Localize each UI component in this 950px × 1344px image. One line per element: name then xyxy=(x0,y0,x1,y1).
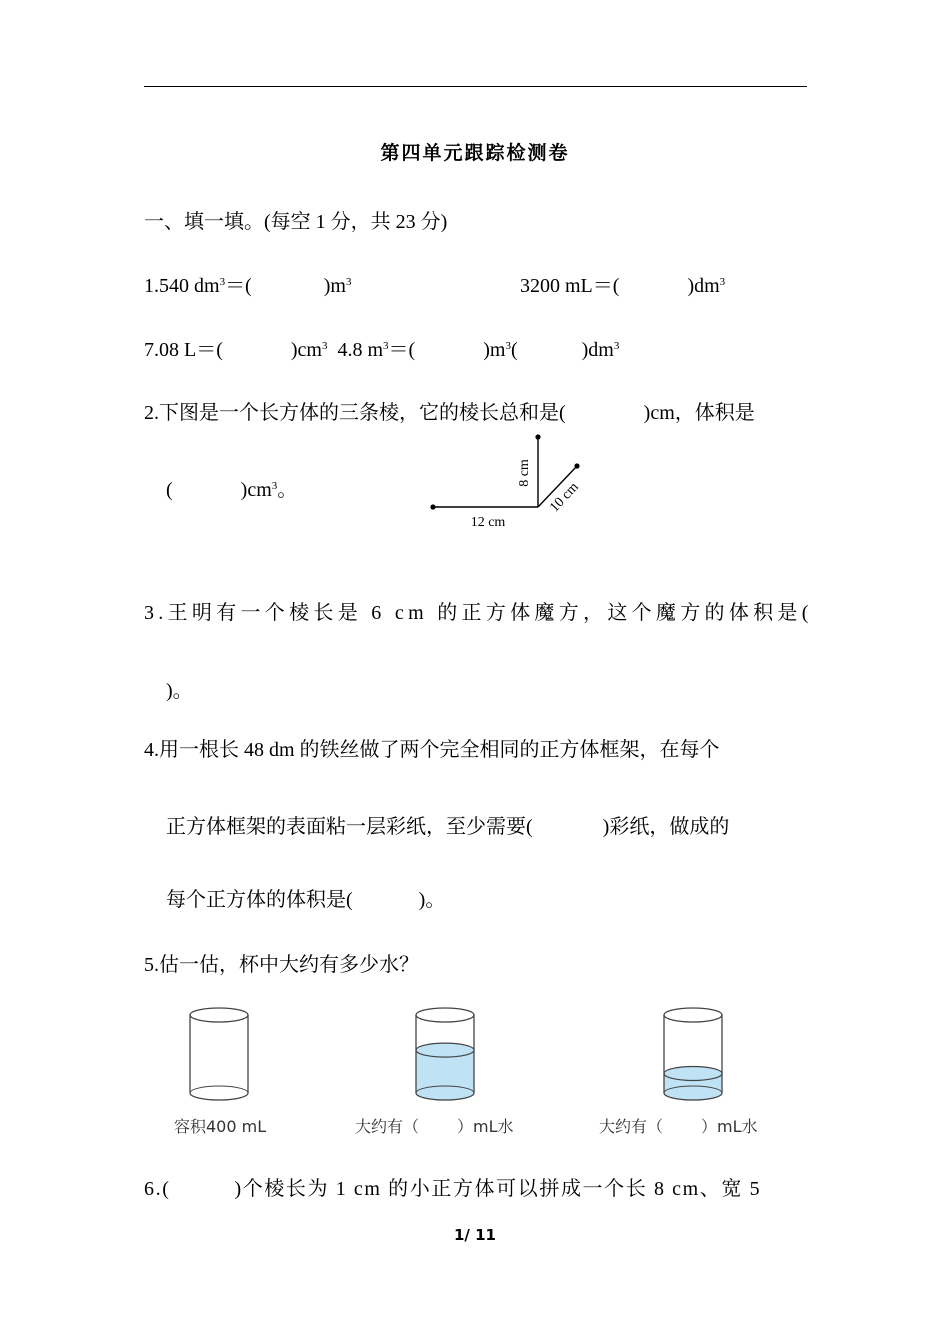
cup-base-back xyxy=(190,1086,248,1093)
vertex-left xyxy=(430,504,435,509)
q1-a-left: 1.540 dm xyxy=(144,275,220,297)
header-rule xyxy=(144,86,807,87)
q1-b-sup: 3 xyxy=(719,276,726,288)
q4-line2-b: )彩纸，做成的 xyxy=(602,816,730,838)
q1-a-eq: ＝( xyxy=(225,275,252,297)
water-surface xyxy=(416,1043,474,1057)
section-heading: 一、填一填。(每空 1 分，共 23 分) xyxy=(144,211,448,233)
page-title: 第四单元跟踪检测卷 xyxy=(380,143,570,164)
q4-line2 xyxy=(166,813,729,841)
q2-line2 xyxy=(166,476,297,504)
cup-base-front xyxy=(190,1093,248,1100)
cup-3-caption xyxy=(599,1114,758,1137)
q1-b-unit: )dm xyxy=(687,275,720,297)
q2-text-end: )cm，体积是 xyxy=(643,402,755,424)
cup-1 xyxy=(186,1006,252,1102)
label-length: 12 cm xyxy=(470,515,506,530)
cup-rim xyxy=(416,1008,474,1022)
q4-line3-b: )。 xyxy=(418,889,446,911)
q1-d-mid-sup: 3 xyxy=(505,340,511,352)
cuboid-edges-figure xyxy=(420,425,610,535)
label-width: 10 cm xyxy=(547,479,582,516)
q1-d-mid2: ( xyxy=(510,339,518,361)
q4-line3 xyxy=(166,886,445,914)
q6-text-a: 6.( xyxy=(144,1178,171,1200)
cup-2-caption-b: ）mL水 xyxy=(457,1117,514,1136)
q1-c-left: 7.08 L＝( xyxy=(144,339,223,361)
q1-d-unit-sup: 3 xyxy=(613,340,620,352)
q1-row2 xyxy=(144,336,619,364)
page-number: 1/ 11 xyxy=(453,1226,496,1244)
q1-d-left: 4.8 m xyxy=(337,339,384,361)
q1-d-sup: 3 xyxy=(383,340,389,352)
q2-line1 xyxy=(144,399,755,427)
q1-d-unit: )dm xyxy=(581,339,614,361)
q6-text-b: )个棱长为 1 cm 的小正方体可以拼成一个长 8 cm、宽 5 xyxy=(234,1178,762,1200)
cup-rim xyxy=(664,1008,722,1022)
q2-text: 2.下图是一个长方体的三条棱，它的棱长总和是( xyxy=(144,402,566,424)
q1-d-mid: )m xyxy=(483,339,506,361)
q1-row1-left xyxy=(144,272,351,300)
cup-rim xyxy=(190,1008,248,1022)
q1-d-eq: ＝( xyxy=(388,339,416,361)
q4-line3-a: 每个正方体的体积是( xyxy=(166,889,353,911)
cup-2-caption-a: 大约有（ xyxy=(355,1117,420,1136)
cup-3 xyxy=(660,1006,726,1102)
q3-line1: 3.王明有一个棱长是 6 cm 的正方体魔方，这个魔方的体积是( xyxy=(144,602,813,624)
label-height: 8 cm xyxy=(517,459,532,487)
cup-2 xyxy=(412,1006,478,1102)
q1-c-sup: 3 xyxy=(321,340,328,352)
q2-sup: 3 xyxy=(271,480,278,492)
cup-2-caption xyxy=(355,1114,514,1137)
q1-a-unit: )m xyxy=(323,275,346,297)
q1-row1-right xyxy=(520,272,725,300)
q2-open: ( xyxy=(166,479,173,501)
q1-a-unit-sup: 3 xyxy=(345,276,352,288)
cup-1-caption: 容积400 mL xyxy=(174,1117,267,1136)
q1-b-left: 3200 mL＝( xyxy=(520,275,620,297)
q2-tail: 。 xyxy=(277,479,298,501)
cup-3-caption-a: 大约有（ xyxy=(599,1117,664,1136)
q5-text: 5.估一估，杯中大约有多少水？ xyxy=(144,954,419,976)
q1-c-unit: )cm xyxy=(290,339,322,361)
q3-line2: )。 xyxy=(166,680,193,702)
q4-line2-a: 正方体框架的表面粘一层彩纸，至少需要( xyxy=(166,816,533,838)
q6-line1 xyxy=(144,1175,761,1203)
q4-line1: 4.用一根长 48 dm 的铁丝做了两个完全相同的正方体框架，在每个 xyxy=(144,739,720,761)
vertex-back xyxy=(574,463,579,468)
water-surface xyxy=(664,1067,722,1081)
cup-3-caption-b: ）mL水 xyxy=(701,1117,758,1136)
vertex-top xyxy=(535,434,540,439)
q2-close: )cm xyxy=(240,479,272,501)
q1-a-sup: 3 xyxy=(219,276,226,288)
